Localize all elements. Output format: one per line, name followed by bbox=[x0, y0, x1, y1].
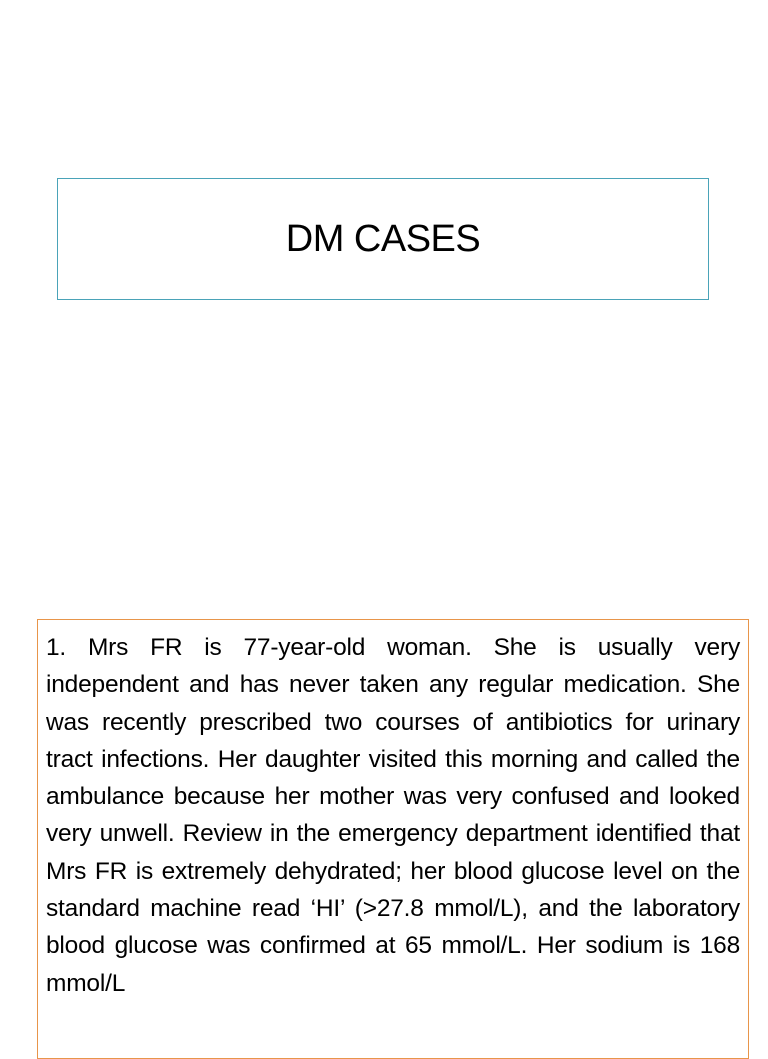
title-box bbox=[57, 178, 709, 300]
case-text-box bbox=[37, 619, 749, 1059]
slide-title: DM CASES bbox=[285, 217, 481, 260]
case-description: 1. Mrs FR is 77-year-old woman. She is usually very independent and has never taken any regular medication. She was recently prescribed two courses of antibiotics for urinary tract infections. Her daughter visited this morning and called the ambulance because her mother was very confused and looked very unwell. Review in the emergency department identified that Mrs FR is extremely dehydrated; her blood glucose level on the standard machine read ‘HI’ (>27.8 mmol/L), and the laboratory blood glucose was confirmed at 65 mmol/L. Her sodium is 168 mmol/L bbox=[46, 634, 740, 997]
